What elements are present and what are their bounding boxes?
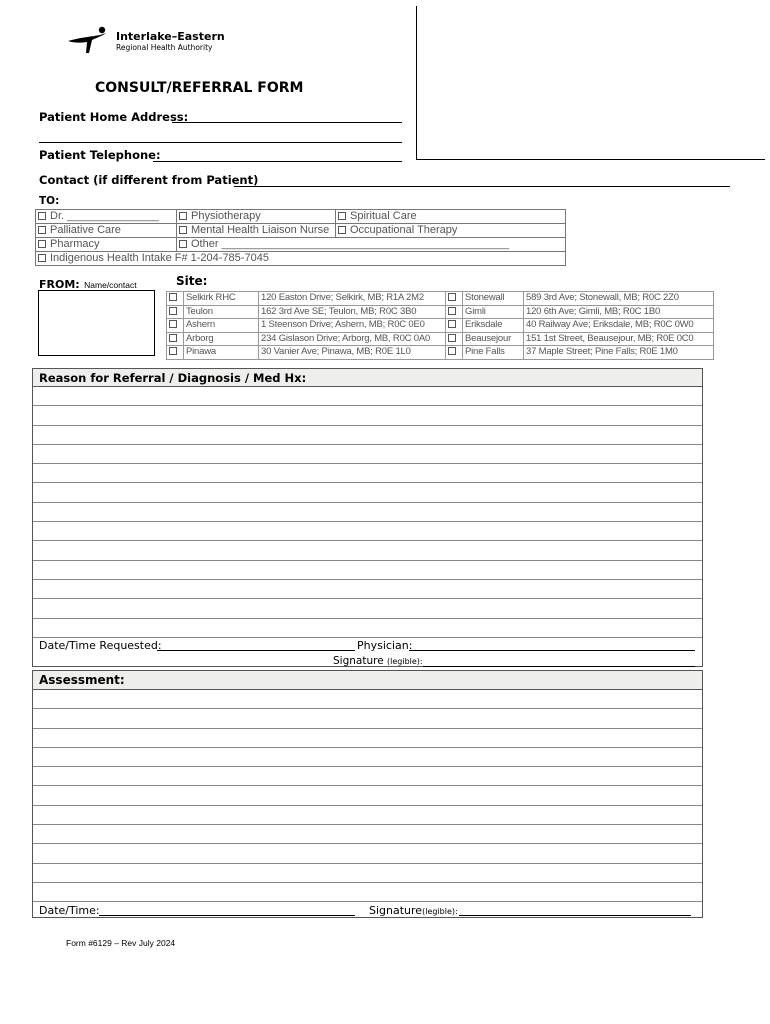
site-name: Beausejour <box>463 332 524 346</box>
checkbox[interactable] <box>169 307 177 315</box>
site-row <box>167 346 714 360</box>
to-option-mental-health[interactable]: Mental Health Liaison Nurse <box>177 224 336 238</box>
from-box[interactable] <box>38 290 155 356</box>
writing-line[interactable] <box>33 483 702 502</box>
referral-header: Reason for Referral / Diagnosis / Med Hx: <box>33 369 702 387</box>
assessment-footer <box>39 903 699 919</box>
writing-line[interactable] <box>33 767 702 786</box>
logo-subtitle: Regional Health Authority <box>116 43 213 52</box>
referral-box <box>32 368 703 667</box>
writing-line[interactable] <box>33 619 702 638</box>
site-checkbox[interactable] <box>167 305 184 319</box>
site-checkbox[interactable] <box>167 346 184 360</box>
site-row <box>167 319 714 333</box>
to-option-physiotherapy[interactable]: Physiotherapy <box>177 210 336 224</box>
assessment-date-time-field[interactable] <box>99 903 355 916</box>
site-address: 589 3rd Ave; Stonewall, MB; R0C 2Z0 <box>524 292 714 306</box>
site-address: 120 6th Ave; Gimli, MB; R0C 1B0 <box>524 305 714 319</box>
writing-line[interactable] <box>33 503 702 522</box>
from-sublabel: Name/contact <box>84 280 137 290</box>
writing-line[interactable] <box>33 464 702 483</box>
physician-field[interactable] <box>409 638 695 651</box>
assessment-lines[interactable] <box>33 690 702 902</box>
from-label: FROM: <box>39 278 80 291</box>
site-checkbox[interactable] <box>446 346 463 360</box>
site-checkbox[interactable] <box>167 292 184 306</box>
writing-line[interactable] <box>33 825 702 844</box>
checkbox[interactable] <box>38 212 46 220</box>
assessment-box <box>32 670 703 918</box>
site-address: 30 Vanier Ave; Pinawa, MB; R0E 1L0 <box>259 346 446 360</box>
checkbox[interactable] <box>338 226 346 234</box>
site-name: Ashern <box>184 319 259 333</box>
writing-line[interactable] <box>33 883 702 902</box>
site-address: 120 Easton Drive; Selkirk, MB; R1A 2M2 <box>259 292 446 306</box>
referral-signature-legible: (legible): <box>387 657 423 666</box>
checkbox[interactable] <box>169 293 177 301</box>
contact-label: Contact (if different from Patient) <box>39 173 259 187</box>
writing-line[interactable] <box>33 806 702 825</box>
checkbox[interactable] <box>38 226 46 234</box>
date-time-requested-field[interactable] <box>157 638 355 651</box>
patient-telephone-label: Patient Telephone: <box>39 148 161 162</box>
checkbox[interactable] <box>448 320 456 328</box>
writing-line[interactable] <box>33 709 702 728</box>
contact-field[interactable] <box>234 173 730 187</box>
patient-home-address-field-2[interactable] <box>39 130 402 143</box>
checkbox[interactable] <box>448 334 456 342</box>
site-address: 1 Steenson Drive; Ashern, MB; R0C 0E0 <box>259 319 446 333</box>
site-address: 162 3rd Ave SE; Teulon, MB; R0C 3B0 <box>259 305 446 319</box>
checkbox[interactable] <box>179 226 187 234</box>
writing-line[interactable] <box>33 406 702 425</box>
writing-line[interactable] <box>33 690 702 709</box>
to-option-indigenous[interactable]: Indigenous Health Intake F# 1-204-785-7045 <box>36 252 566 266</box>
logo <box>66 26 226 58</box>
assessment-signature-field[interactable] <box>459 903 691 916</box>
checkbox[interactable] <box>448 293 456 301</box>
logo-title: Interlake–Eastern <box>116 30 225 43</box>
site-name: Stonewall <box>463 292 524 306</box>
to-options-table <box>35 209 566 266</box>
referral-signature-field[interactable] <box>423 655 695 667</box>
site-address: 40 Railway Ave; Eriksdale, MB; R0C 0W0 <box>524 319 714 333</box>
site-name: Selkirk RHC <box>184 292 259 306</box>
patient-telephone-field[interactable] <box>153 148 402 162</box>
site-checkbox[interactable] <box>167 332 184 346</box>
checkbox[interactable] <box>169 334 177 342</box>
date-time-requested-label: Date/Time Requested: <box>39 639 162 652</box>
patient-home-address-field[interactable] <box>172 110 402 123</box>
site-checkbox[interactable] <box>446 292 463 306</box>
writing-line[interactable] <box>33 541 702 560</box>
checkbox[interactable] <box>179 212 187 220</box>
writing-line[interactable] <box>33 748 702 767</box>
assessment-signature-label: Signature <box>369 904 423 917</box>
site-checkbox[interactable] <box>167 319 184 333</box>
form-title: CONSULT/REFERRAL FORM <box>95 80 304 96</box>
site-name: Arborg <box>184 332 259 346</box>
site-table <box>166 291 714 360</box>
patient-label-area[interactable] <box>416 6 765 160</box>
site-row <box>167 332 714 346</box>
patient-home-address-label: Patient Home Address: <box>39 110 189 124</box>
site-checkbox[interactable] <box>446 305 463 319</box>
form-number: Form #6129 – Rev July 2024 <box>66 938 176 948</box>
referral-signature-label: Signature <box>333 655 384 667</box>
site-checkbox[interactable] <box>446 332 463 346</box>
site-name: Eriksdale <box>463 319 524 333</box>
site-name: Teulon <box>184 305 259 319</box>
writing-line[interactable] <box>33 599 702 618</box>
writing-line[interactable] <box>33 580 702 599</box>
site-label: Site: <box>176 274 208 288</box>
to-option-palliative-care[interactable]: Palliative Care <box>36 224 177 238</box>
assessment-header: Assessment: <box>33 671 702 690</box>
writing-line[interactable] <box>33 864 702 883</box>
referral-lines[interactable] <box>33 387 702 638</box>
writing-line[interactable] <box>33 426 702 445</box>
to-option-dr[interactable]: Dr. _______________ <box>36 210 177 224</box>
site-address: 151 1st Street, Beausejour, MB; R0E 0C0 <box>524 332 714 346</box>
to-option-spiritual-care[interactable]: Spiritual Care <box>336 210 566 224</box>
site-name: Pine Falls <box>463 346 524 360</box>
writing-line[interactable] <box>33 445 702 464</box>
assessment-signature-legible: (legible): <box>422 907 458 916</box>
to-label: TO: <box>39 195 60 207</box>
to-option-pharmacy[interactable]: Pharmacy <box>36 238 177 252</box>
writing-line[interactable] <box>33 387 702 406</box>
to-option-occupational-therapy[interactable]: Occupational Therapy <box>336 224 566 238</box>
referral-footer <box>39 638 699 668</box>
checkbox[interactable] <box>448 347 456 355</box>
writing-line[interactable] <box>33 844 702 863</box>
site-row <box>167 305 714 319</box>
runner-figure-icon <box>66 26 112 56</box>
to-option-other[interactable]: Other _______________________________________________ <box>177 238 566 252</box>
checkbox[interactable] <box>38 254 46 262</box>
site-name: Pinawa <box>184 346 259 360</box>
writing-line[interactable] <box>33 786 702 805</box>
physician-label: Physician: <box>357 639 413 652</box>
checkbox[interactable] <box>169 320 177 328</box>
writing-line[interactable] <box>33 522 702 541</box>
site-name: Gimli <box>463 305 524 319</box>
site-address: 234 Gislason Drive; Arborg, MB, R0C 0A0 <box>259 332 446 346</box>
site-checkbox[interactable] <box>446 319 463 333</box>
site-row <box>167 292 714 306</box>
checkbox[interactable] <box>38 240 46 248</box>
site-address: 37 Maple Street; Pine Falls; R0E 1M0 <box>524 346 714 360</box>
checkbox[interactable] <box>338 212 346 220</box>
checkbox[interactable] <box>169 347 177 355</box>
writing-line[interactable] <box>33 729 702 748</box>
writing-line[interactable] <box>33 561 702 580</box>
assessment-date-time-label: Date/Time: <box>39 904 100 917</box>
checkbox[interactable] <box>179 240 187 248</box>
checkbox[interactable] <box>448 307 456 315</box>
